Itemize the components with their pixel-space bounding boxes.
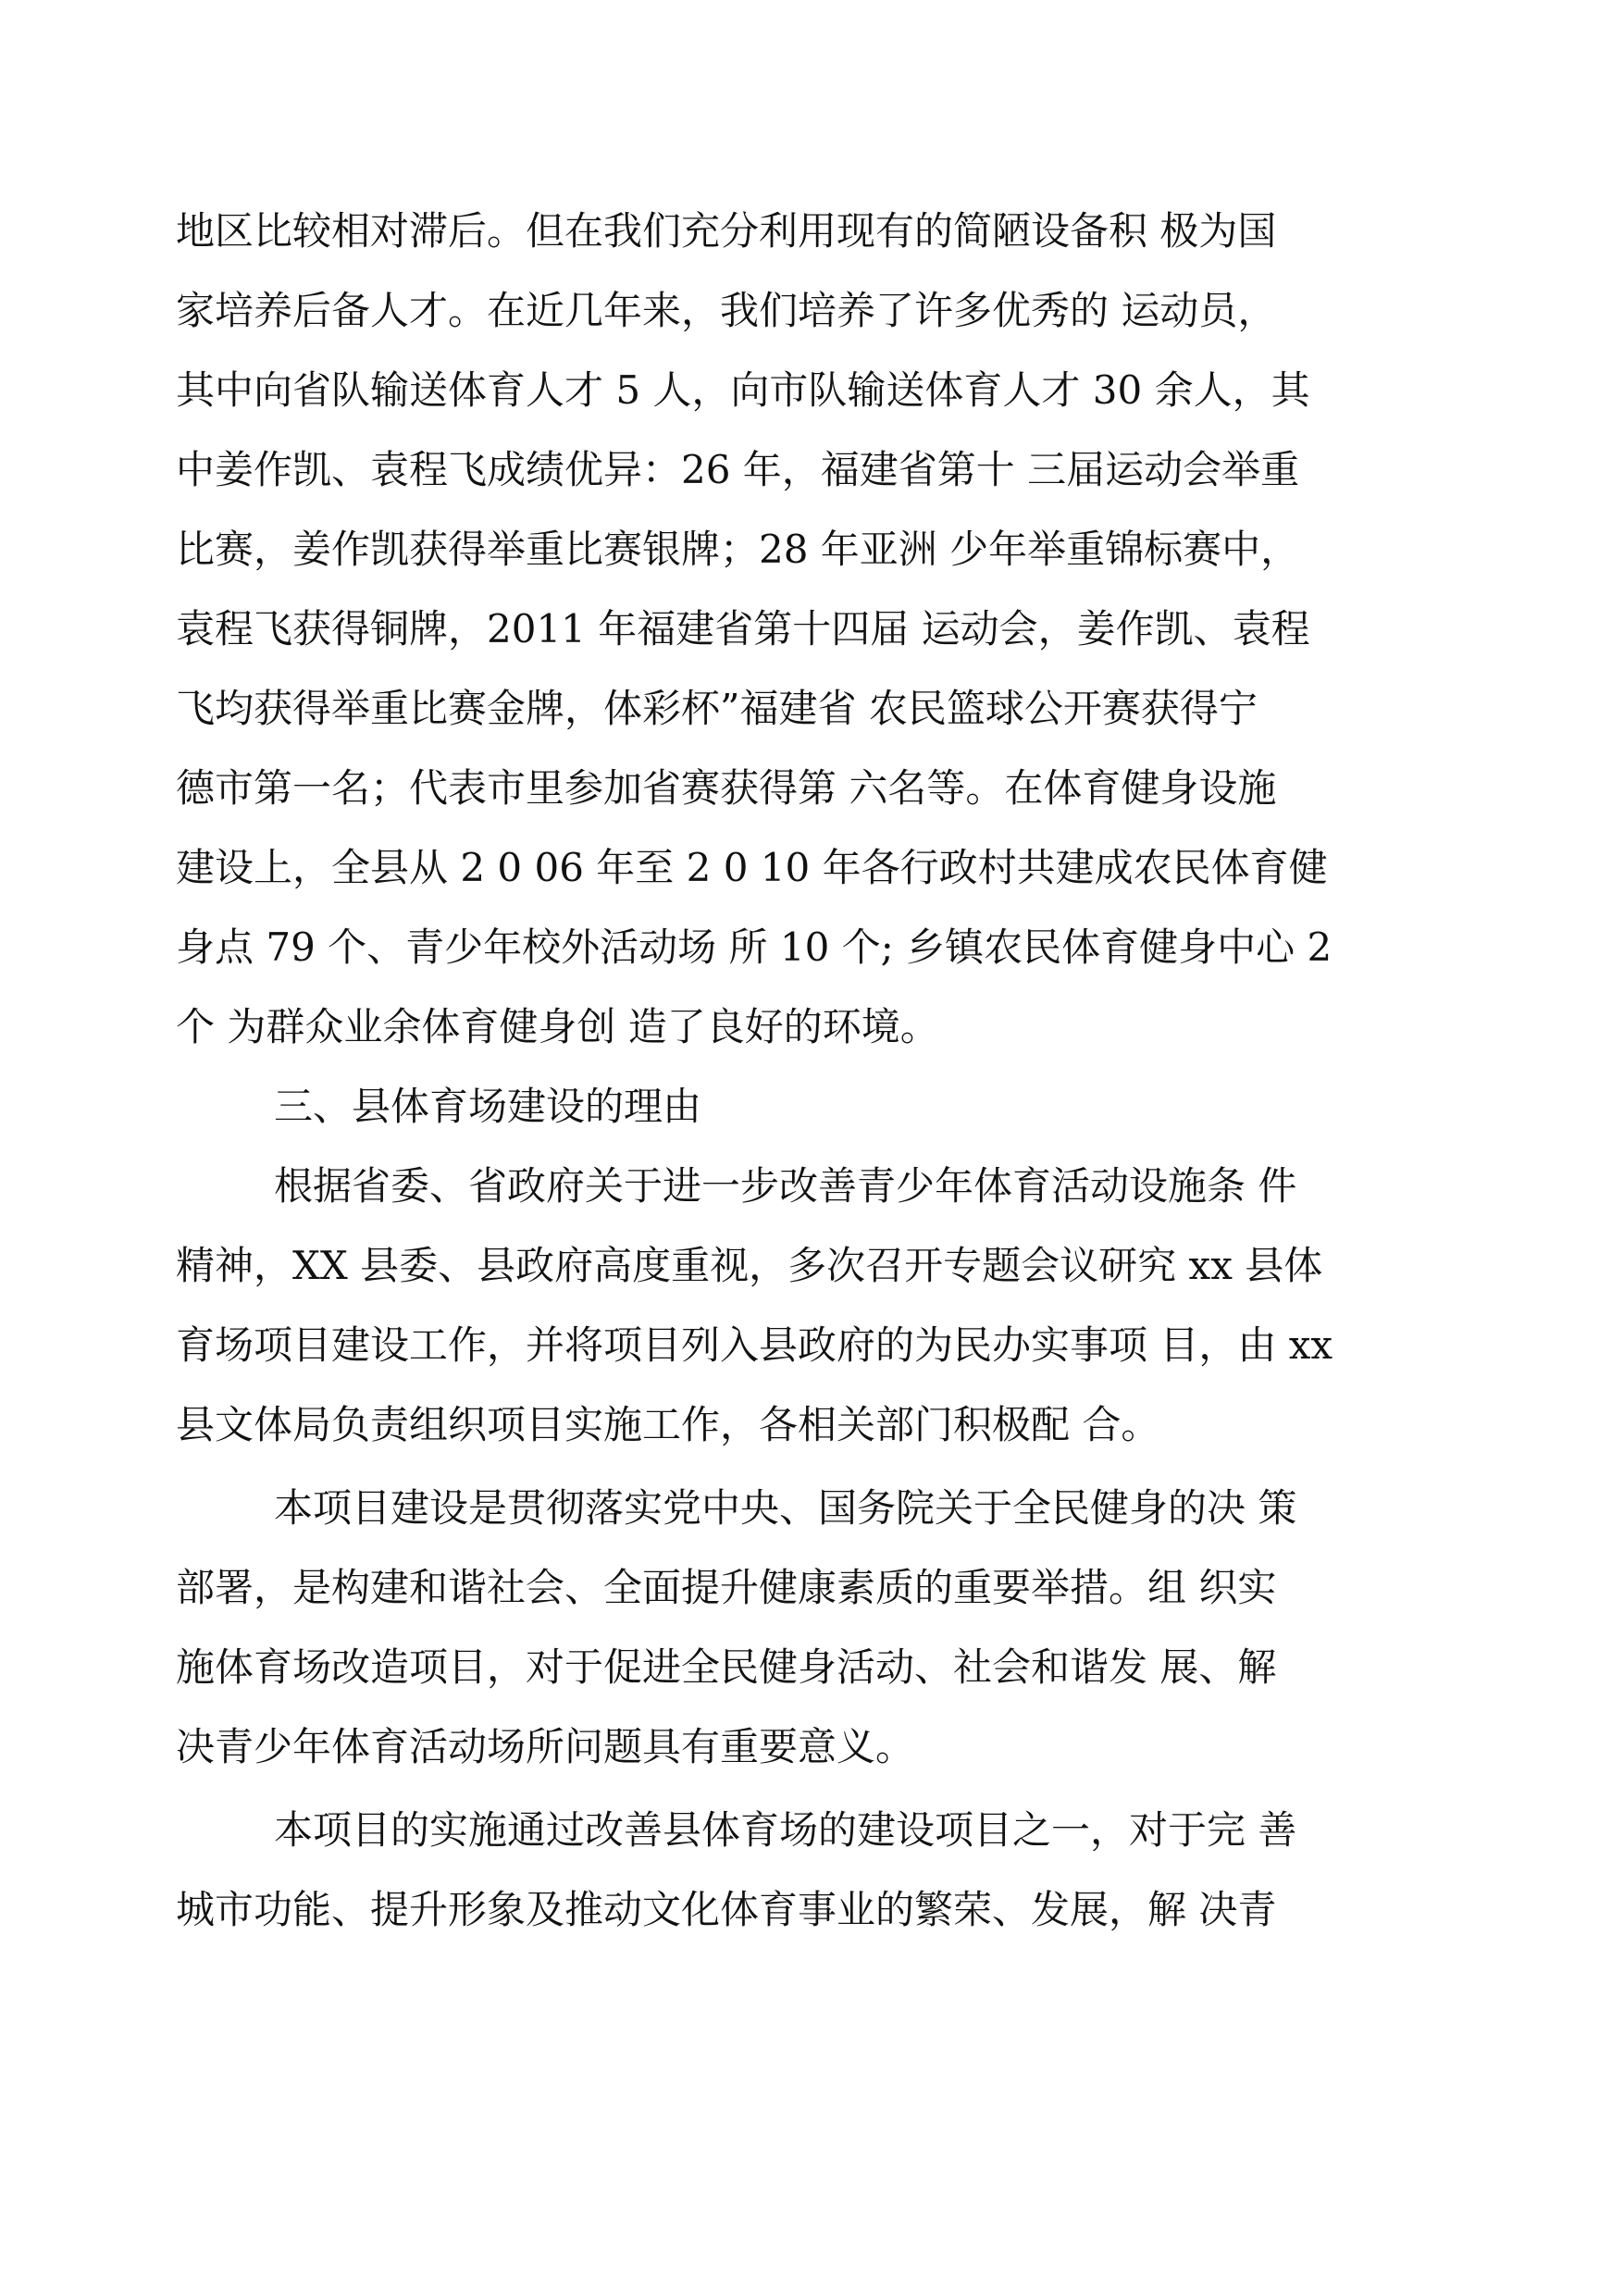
- paragraph-2-line-2: 精神，XX 县委、县政府高度重视，多次召开专题会议研究 xx 县体: [176, 1243, 1323, 1288]
- paragraph-1-line-11: 个 为群众业余体育健身创 造了良好的环境。: [176, 1004, 939, 1049]
- paragraph-1-line-3: 其中向省队输送体育人才 5 人，向市队输送体育人才 30 余人，其: [176, 367, 1310, 413]
- paragraph-1-line-4: 中姜作凯、袁程飞成绩优异：26 年，福建省第十 三届运动会举重: [176, 447, 1300, 492]
- paragraph-4-line-1: 本项目的实施通过改善县体育场的建设项目之一，对于完 善: [274, 1807, 1297, 1853]
- paragraph-3-line-3: 施体育场改造项目，对于促进全民健身活动、社会和谐发 展、解: [176, 1644, 1277, 1690]
- paragraph-2-line-3: 育场项目建设工作，并将项目列入县政府的为民办实事项 目，由 xx: [176, 1322, 1333, 1368]
- section-heading: 三、县体育场建设的理由: [274, 1084, 702, 1129]
- paragraph-1-line-10: 身点 79 个、青少年校外活动场 所 10 个; 乡镇农民体育健身中心 2: [176, 924, 1333, 970]
- paragraph-4-line-2: 城市功能、提升形象及推动文化体育事业的繁荣、发展，解 决青: [176, 1887, 1277, 1932]
- paragraph-2-line-4: 县文体局负责组织项目实施工作，各相关部门积极配 合。: [176, 1402, 1160, 1447]
- paragraph-3-line-2: 部署，是构建和谐社会、全面提升健康素质的重要举措。组 织实: [176, 1565, 1277, 1610]
- paragraph-2-line-1: 根据省委、省政府关于进一步改善青少年体育活动设施条 件: [274, 1163, 1297, 1209]
- paragraph-1-line-2: 家培养后备人才。在近几年来，我们培养了许多优秀的 运动员，: [176, 288, 1277, 333]
- paragraph-1-line-1: 地区比较相对滞后。但在我们充分利用现有的简陋设备积 极为国: [176, 208, 1277, 254]
- paragraph-3-line-1: 本项目建设是贯彻落实党中央、国务院关于全民健身的决 策: [274, 1485, 1297, 1531]
- paragraph-1-line-6: 袁程飞获得铜牌，2011 年福建省第十四届 运动会，姜作凯、袁程: [176, 606, 1310, 651]
- paragraph-1-line-9: 建设上，全县从 2 0 06 年至 2 0 10 年各行政村共建成农民体育健: [176, 845, 1328, 890]
- paragraph-1-line-8: 德市第一名；代表市里参加省赛获得第 六名等。在体育健身设施: [176, 765, 1277, 811]
- paragraph-3-line-4: 决青少年体育活动场所问题具有重要意义。: [176, 1724, 915, 1769]
- paragraph-1-line-5: 比赛，姜作凯获得举重比赛银牌；28 年亚洲 少年举重锦标赛中，: [176, 527, 1300, 572]
- paragraph-1-line-7: 飞均获得举重比赛金牌，体彩杯”福建省 农民篮球公开赛获得宁: [176, 686, 1258, 731]
